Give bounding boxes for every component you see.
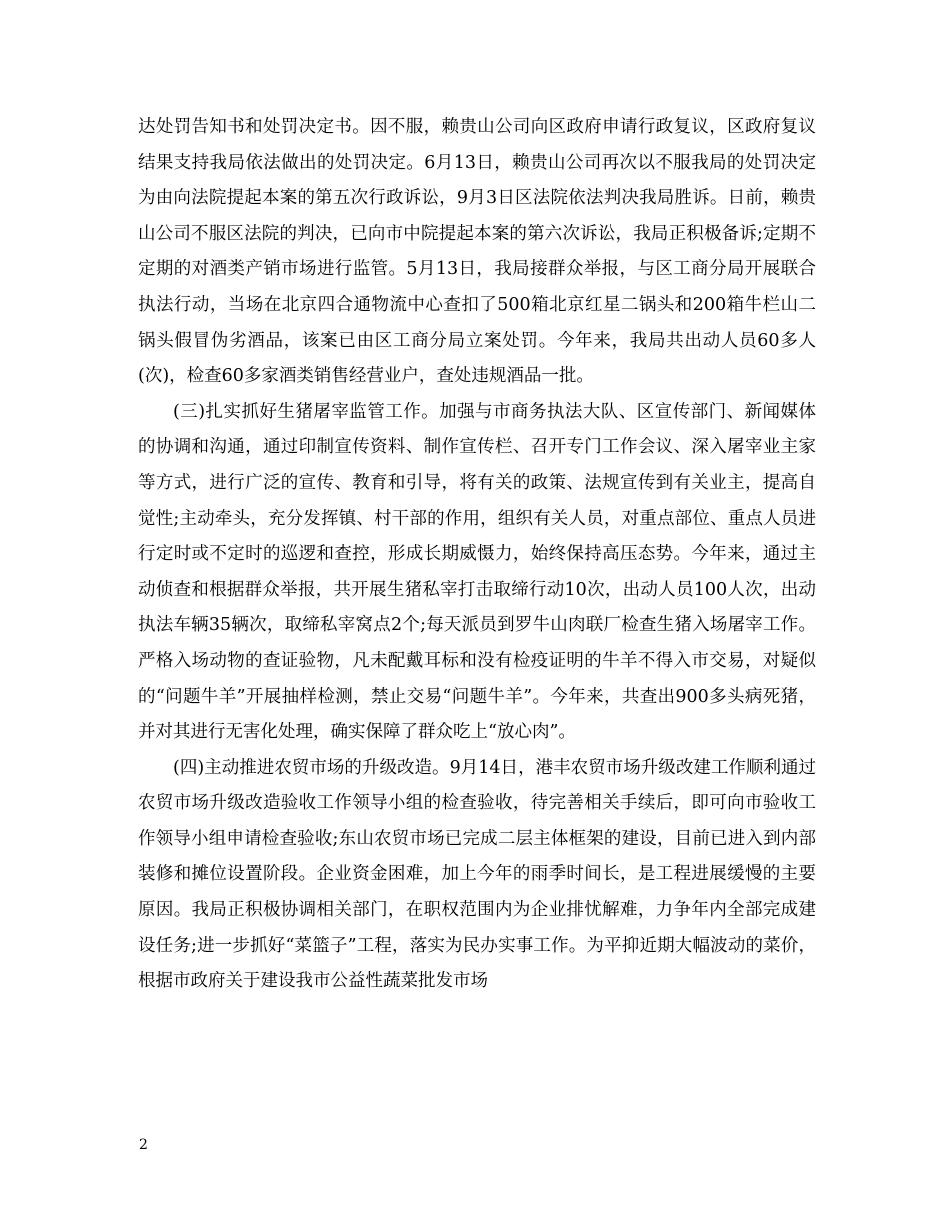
paragraph-continuation: 达处罚告知书和处罚决定书。因不服，赖贵山公司向区政府申请行政复议，区政府复议结果支持我局依法做出的处罚决定。6月13日，赖贵山公司再次以不服我局的处罚决定为由向法院提起本案的第五次行政诉讼，9月3日区法院依法判决我局胜诉。日前，赖贵山公司不服区法院的判决，已向市中院提起本案的第六次诉讼，我局正积极备诉;定期不定期的对酒类产销市场进行监管。5月13日，我局接群众举报，与区工商分局开展联合执法行动，当场在北京四合通物流中心查扣了500箱北京红星二锅头和200箱牛栏山二锅头假冒伪劣酒品，该案已由区工商分局立案处罚。今年来，我局共出动人员60多人(次)，检查60多家酒类销售经营业户，查处违规酒品一批。 (138, 117, 816, 387)
paragraph-slaughter-supervision: (三)扎实抓好生猪屠宰监管工作。加强与市商务执法大队、区宣传部门、新闻媒体的协调和沟通，通过印制宣传资料、制作宣传栏、召开专门工作会议、深入屠宰业主家等方式，进行广泛的宣传、教育和引导，将有关的政策、法规宣传到有关业主，提高自觉性;主动牵头，充分发挥镇、村干部的作用，组织有关人员，对重点部位、重点人员进行定时或不定时的巡逻和查控，形成长期威慑力，始终保持高压态势。今年来，通过主动侦查和根据群众举报，共开展生猪私宰打击取缔行动10次，出动人员100人次，出动执法车辆35辆次，取缔私宰窝点2个;每天派员到罗牛山肉联厂检查生猪入场屠宰工作。严格入场动物的查证验物，凡未配戴耳标和没有检疫证明的牛羊不得入市交易，对疑似的“问题牛羊”开展抽样检测，禁止交易“问题牛羊”。今年来，共查出900多头病死猪，并对其进行无害化处理，确实保障了群众吃上“放心肉”。 (138, 401, 816, 743)
paragraph-market-upgrade: (四)主动推进农贸市场的升级改造。9月14日，港丰农贸市场升级改建工作顺利通过农贸市场升级改造验收工作领导小组的检查验收，待完善相关手续后，即可向市验收工作领导小组申请检查验收;东山农贸市场已完成二层主体框架的建设，目前已进入到内部装修和摊位设置阶段。企业资金困难，加上今年的雨季时间长，是工程进展缓慢的主要原因。我局正积极协调相关部门，在职权范围内为企业排忧解难，力争年内全部完成建设任务;进一步抓好“菜篮子”工程，落实为民办实事工作。为平抑近期大幅波动的菜价，根据市政府关于建设我市公益性蔬菜批发市场 (138, 757, 816, 992)
page-number: 2 (139, 1137, 148, 1153)
body-text (138, 110, 816, 1000)
